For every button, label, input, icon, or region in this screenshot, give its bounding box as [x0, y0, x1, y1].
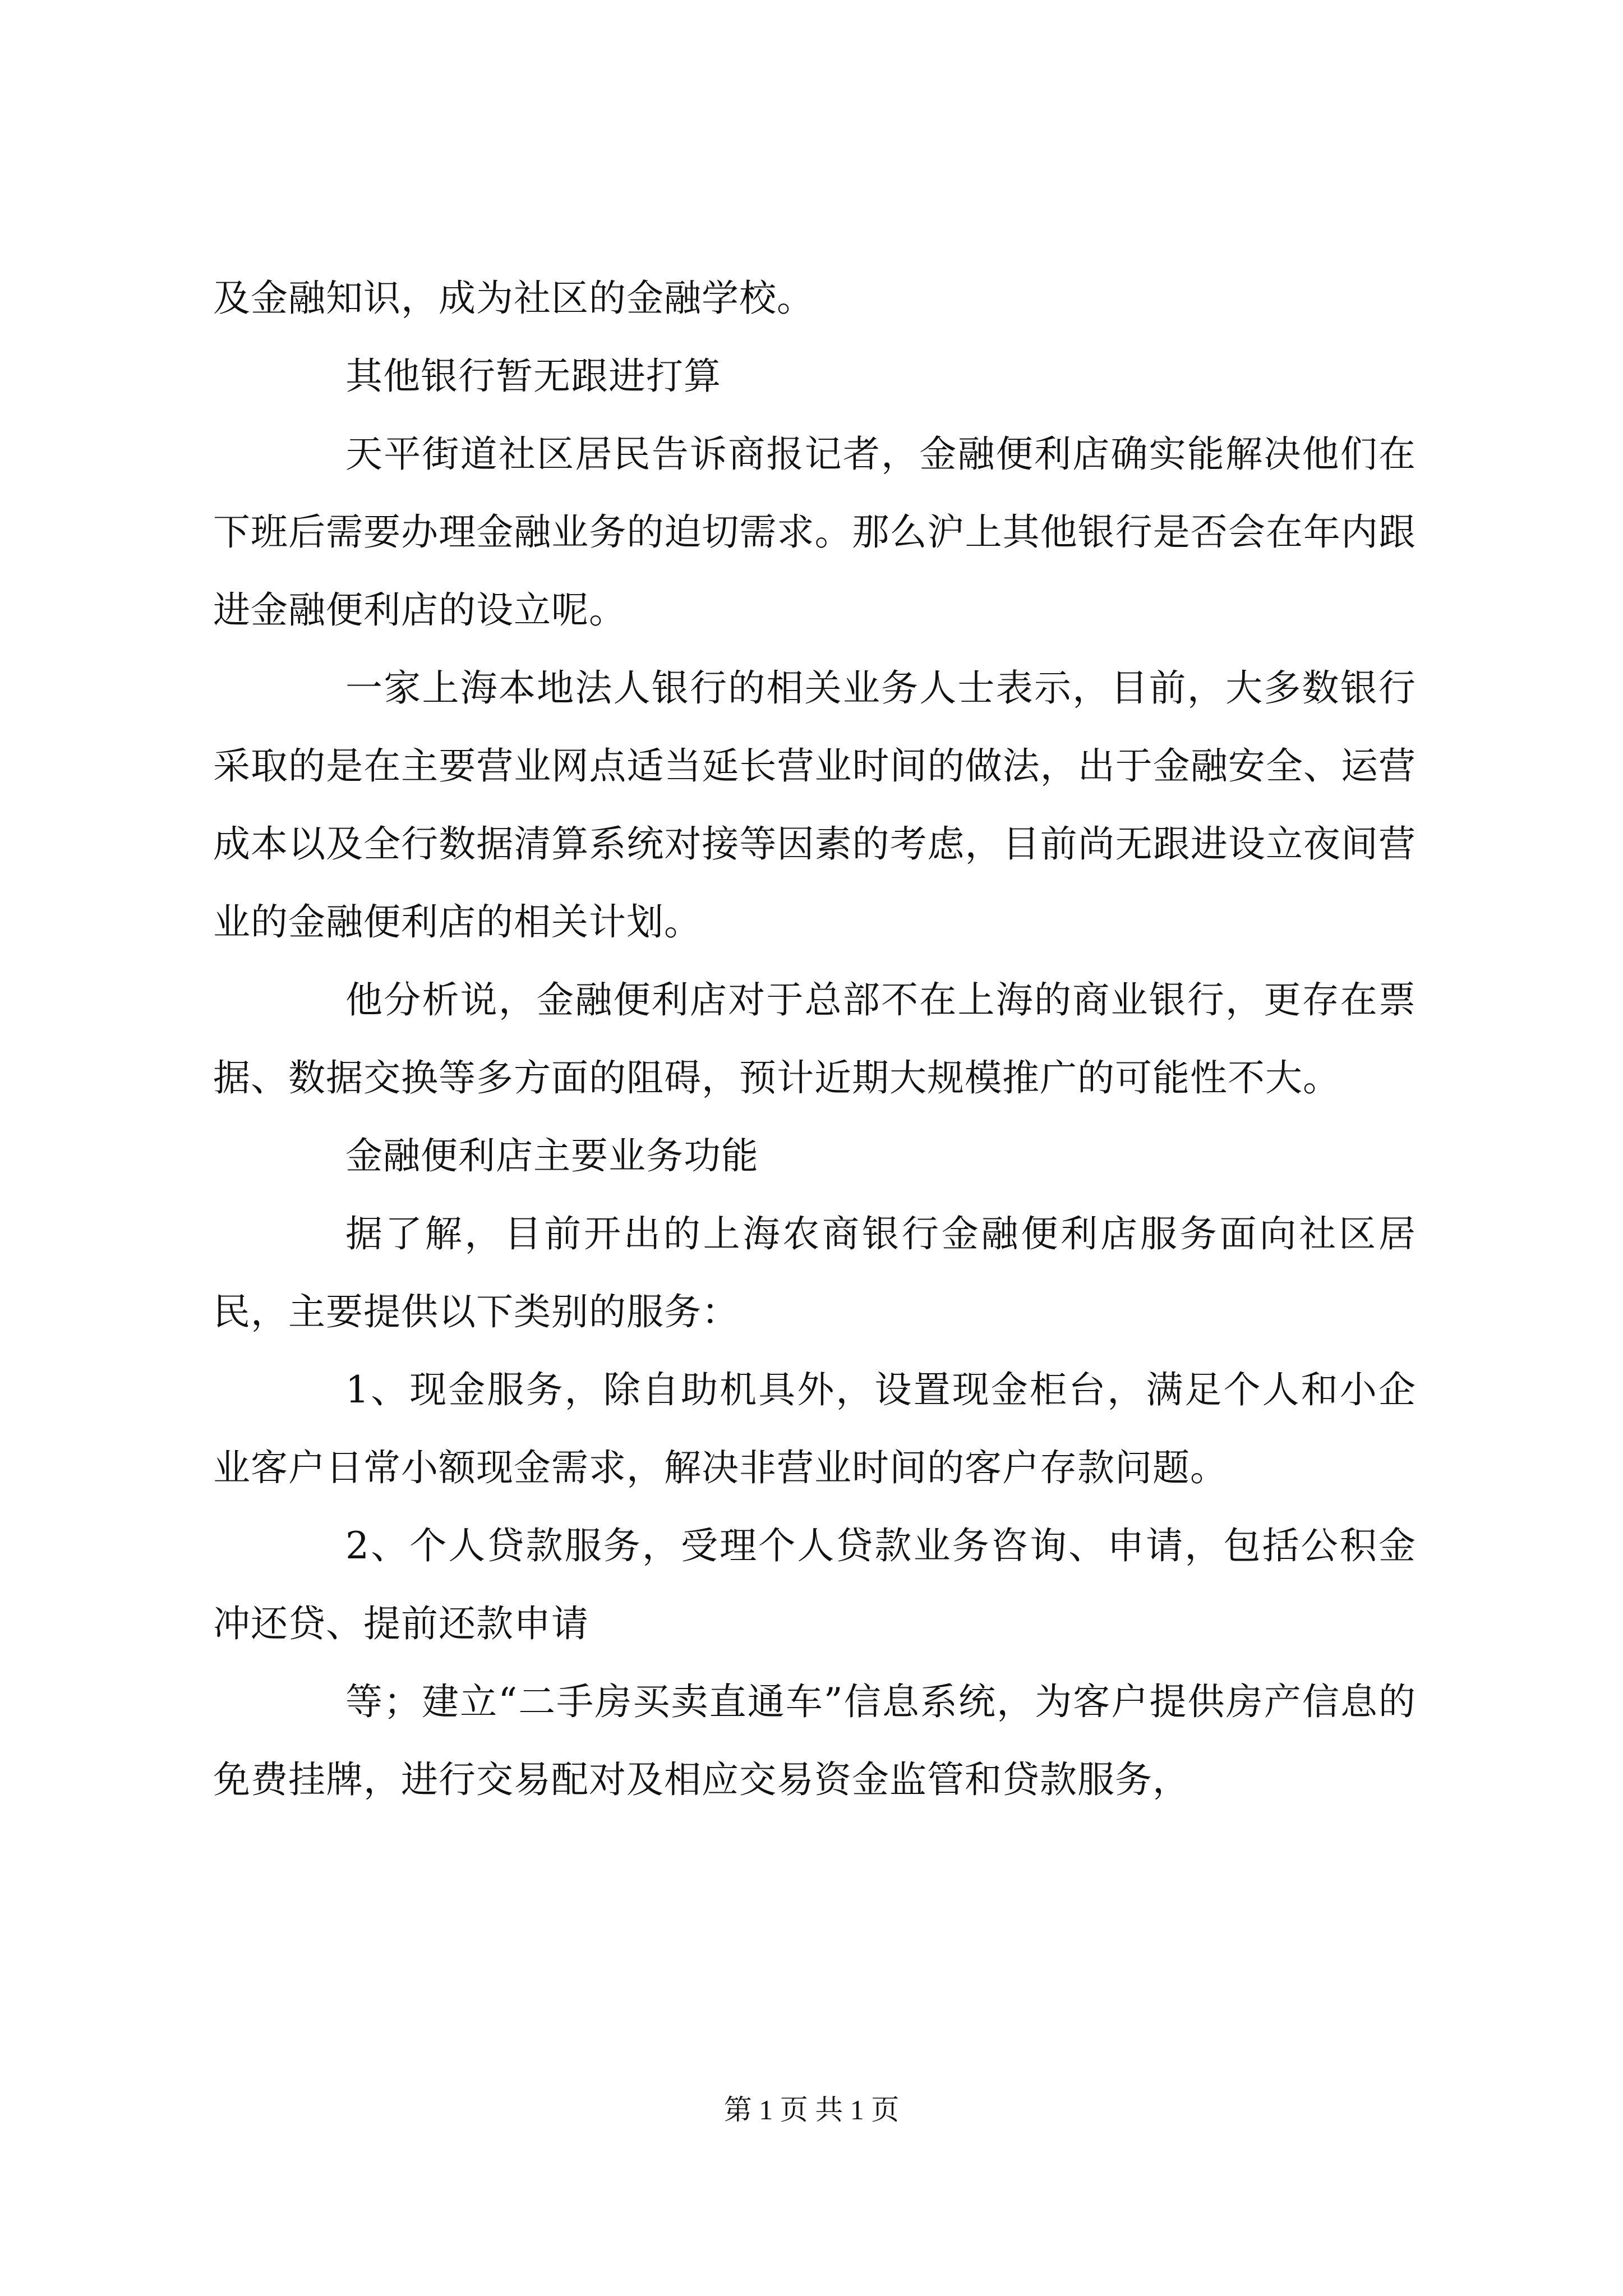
paragraph-local-bank: 一家上海本地法人银行的相关业务人士表示，目前，大多数银行采取的是在主要营业网点适当延长营业时间的做法，出于金融安全、运营成本以及全行数据清算系统对接等因素的考虑，目前尚无跟进设立夜间营业的金融便利店的相关计划。: [213, 666, 1416, 944]
document-body: [213, 259, 1416, 1819]
section-heading-main-functions: 金融便利店主要业务功能: [345, 1134, 759, 1177]
list-item-loan-service: 2、个人贷款服务，受理个人贷款业务咨询、申请，包括公积金冲还贷、提前还款申请: [213, 1524, 1416, 1645]
paragraph-housing-system: 等；建立“二手房买卖直通车”信息系统，为客户提供房产信息的免费挂牌，进行交易配对及相应交易资金监管和贷款服务，: [213, 1680, 1416, 1801]
section-heading-other-banks: 其他银行暂无跟进打算: [345, 355, 721, 398]
paragraph-analysis: 他分析说，金融便利店对于总部不在上海的商业银行，更存在票据、数据交换等多方面的阻碍，预计近期大规模推广的可能性不大。: [213, 978, 1416, 1099]
list-item-cash-service: 1、现金服务，除自助机具外，设置现金柜台，满足个人和小企业客户日常小额现金需求，解决非营业时间的客户存款问题。: [213, 1368, 1416, 1489]
paragraph-services-intro: 据了解，目前开出的上海农商银行金融便利店服务面向社区居民，主要提供以下类别的服务：: [213, 1212, 1416, 1333]
page-number-footer: 第 1 页 共 1 页: [723, 2094, 900, 2125]
paragraph-residents: 天平街道社区居民告诉商报记者，金融便利店确实能解决他们在下班后需要办理金融业务的迫切需求。那么沪上其他银行是否会在年内跟进金融便利店的设立呢。: [213, 432, 1416, 632]
paragraph-continuation: 及金融知识，成为社区的金融学校。: [213, 277, 814, 320]
